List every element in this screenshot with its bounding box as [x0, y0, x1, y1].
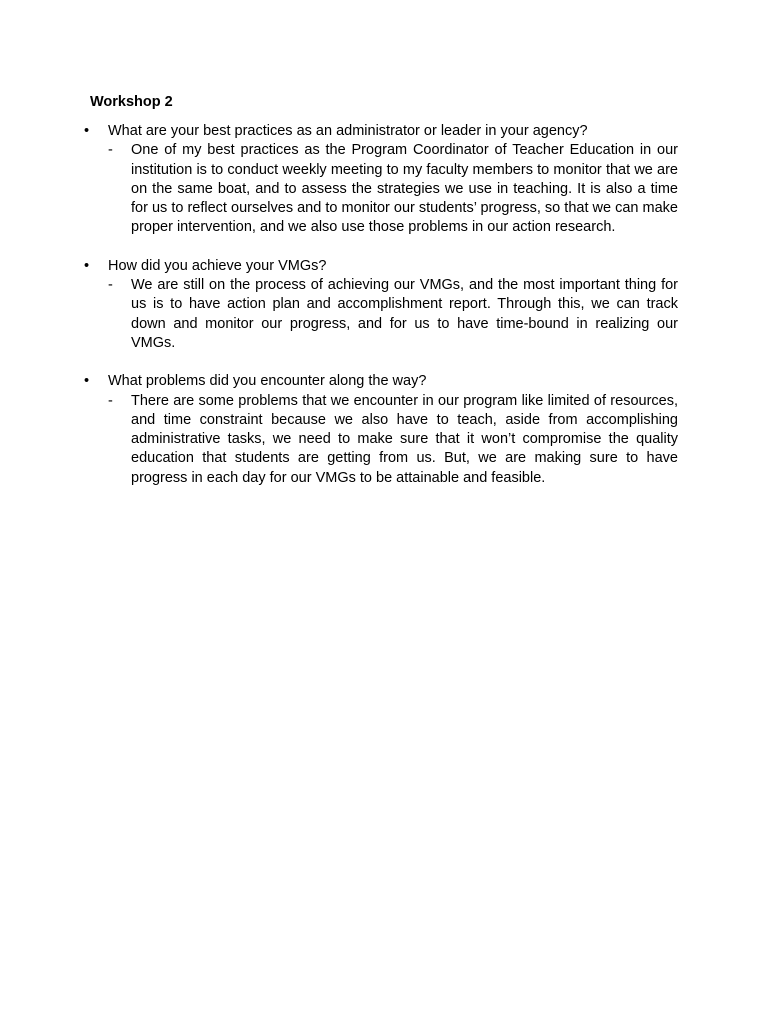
list-item	[84, 372, 678, 488]
question-text: How did you achieve your VMGs?	[108, 257, 327, 274]
dash-icon: -	[108, 392, 113, 409]
answer-text: One of my best practices as the Program Coordinator of Teacher Education in our institution is to conduct weekly meeting to my faculty members to monitor that we are on the same boat, and to assess the strategies we use in teaching. It is also a time for us to reflect ourselves and to monitor our students’ progress, so that we can make proper intervention, and we also use those problems in our action research.	[131, 142, 678, 236]
answer-row	[108, 141, 678, 237]
answer-text: There are some problems that we encounter in our program like limited of resources, and time constraint because we also have to teach, aside from accomplishing administrative tasks, we need to make sure that it won’t compromise the quality education that students are getting from us. But, we are making sure to have progress in each day for our VMGs to be attainable and feasible.	[131, 392, 678, 486]
page-title: Workshop 2	[90, 94, 173, 110]
answer-row	[108, 276, 678, 353]
bullet-icon: •	[84, 257, 90, 274]
question-text: What are your best practices as an administrator or leader in your agency?	[108, 123, 588, 139]
bullet-icon: •	[84, 373, 90, 390]
dash-icon: -	[108, 142, 113, 159]
answer-row	[108, 392, 678, 488]
question-list	[84, 122, 678, 507]
answer-text: We are still on the process of achieving our VMGs, and the most important thing for us is to have action plan and accomplishment report. Through this, we can track down and monitor our progress, and for us to have time-bound in realizing our VMGs.	[131, 277, 678, 351]
list-item	[84, 122, 678, 238]
dash-icon: -	[108, 277, 113, 294]
bullet-icon: •	[84, 123, 90, 139]
question-text: What problems did you encounter along the way?	[108, 373, 427, 390]
list-item	[84, 257, 678, 353]
